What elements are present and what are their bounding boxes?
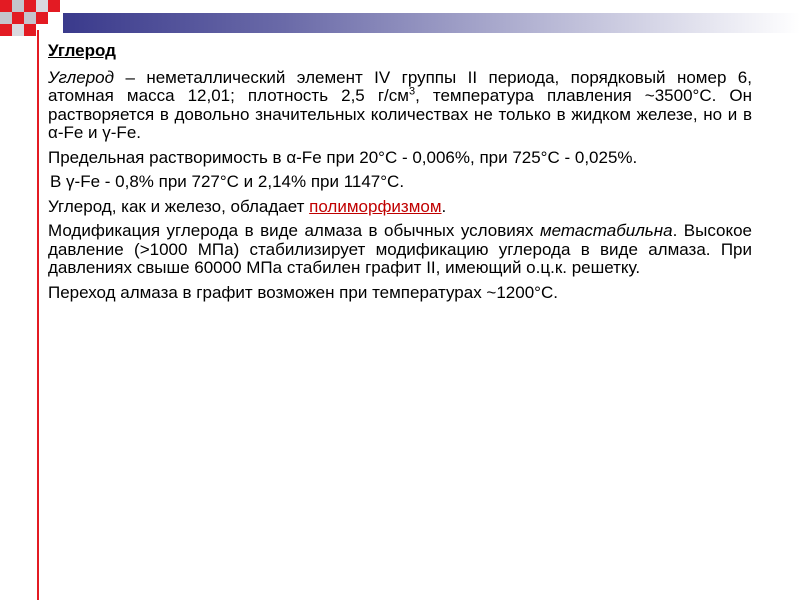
paragraph-transition: Переход алмаза в графит возможен при температурах ~1200°С. — [48, 282, 558, 302]
paragraph-polymorphism — [48, 198, 752, 217]
term-carbon: Углерод — [48, 67, 115, 87]
paragraph-definition-text-a: – неметаллический элемент IV группы II периода, порядковый номер 6, атомная масса 12,01; плотность 2,5 г/см — [48, 67, 752, 105]
paragraph-solubility-gamma: В γ-Fe - 0,8% при 727°С и 2,14% при 1147°С. — [50, 172, 405, 191]
term-metastable: метастабильна — [539, 221, 673, 240]
header-gradient-bar — [63, 13, 800, 33]
superscript-3: 3 — [408, 85, 416, 98]
slide-title: Углерод — [48, 41, 116, 60]
left-accent-line — [37, 30, 39, 600]
paragraph-modification — [48, 222, 752, 278]
slide-content — [48, 42, 752, 308]
paragraph-modification-text-b: . Высокое давление (>1000 МПа) стабилизирует модификацию углерода в виде алмаза. При давлениях свыше 60000 МПа стабилен графит II, имеющий о.ц.к. решетку. — [48, 221, 752, 277]
polymorphism-link[interactable]: полиморфизмом — [309, 196, 442, 216]
paragraph-modification-text-a: Модификация углерода в виде алмаза в обычных условиях — [48, 221, 540, 240]
paragraph-polymorphism-text-b: . — [441, 196, 447, 216]
corner-checker-decoration — [0, 0, 60, 40]
paragraph-definition — [48, 69, 752, 143]
paragraph-definition-text-b: , температура плавления ~3500°С. Он растворяется в довольно значительных количествах не только в жидком железе, но и в α-Fe и γ-Fe. — [48, 86, 752, 142]
paragraph-polymorphism-text-a: Углерод, как и железо, обладает — [48, 196, 310, 216]
paragraph-solubility-alpha: Предельная растворимость в α-Fe при 20°С - 0,006%, при 725°С - 0,025%. — [48, 147, 638, 167]
